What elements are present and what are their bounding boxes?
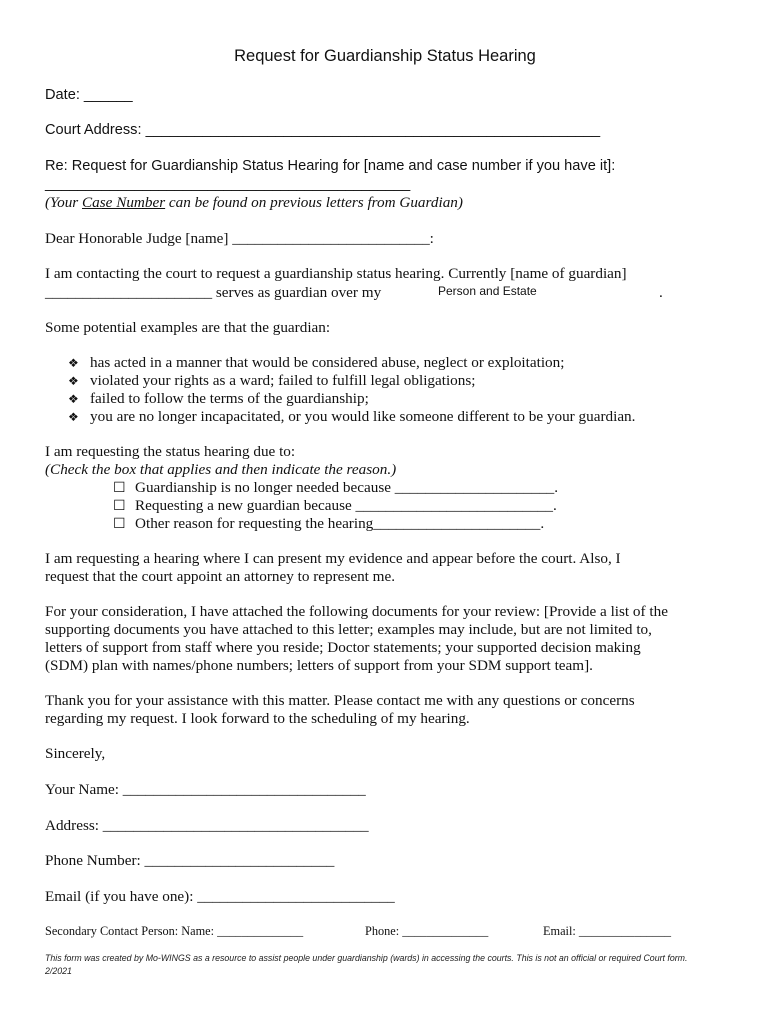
example-item <box>68 372 476 390</box>
diamond-bullet-icon: ❖ <box>68 410 79 424</box>
reason-option <box>113 479 558 497</box>
checkbox-icon[interactable]: ☐ <box>113 497 126 513</box>
example-item <box>68 408 635 426</box>
contacting-line-1: I am contacting the court to request a guardianship status hearing. Currently [name of guardian] <box>45 265 627 282</box>
reason-intro: I am requesting the status hearing due to: <box>45 443 296 460</box>
diamond-bullet-icon: ❖ <box>68 392 79 406</box>
secondary-contact-phone-field[interactable]: Phone: ______________ <box>365 924 489 938</box>
reason-note: (Check the box that applies and then indicate the reason.) <box>45 461 397 478</box>
address-field[interactable]: Address: ___________________________________ <box>45 817 369 834</box>
consideration-para-line: (SDM) plan with names/phone numbers; letters of support from your SDM support team]. <box>45 657 593 674</box>
example-item <box>68 390 369 408</box>
re-blank-line: _____________________________________________ <box>45 176 411 192</box>
date-line: Date: ______ <box>45 87 133 103</box>
salutation: Dear Honorable Judge [name] __________________________: <box>45 230 434 247</box>
page-title: Request for Guardianship Status Hearing <box>234 47 536 65</box>
footer-note: This form was created by Mo-WINGS as a resource to assist people under guardianship (wards) in accessing the courts. This is not an official or required Court form. <box>45 953 688 963</box>
guardianship-type-field[interactable]: Person and Estate <box>438 284 537 298</box>
example-text: you are no longer incapacitated, or you would like someone different to be your guardian. <box>90 408 636 425</box>
hearing-para-line: I am requesting a hearing where I can present my evidence and appear before the court. Also, I <box>45 550 621 567</box>
secondary-contact-name-field[interactable]: Secondary Contact Person: Name: ______________ <box>45 924 304 938</box>
re-line: Re: Request for Guardianship Status Hearing for [name and case number if you have it]: <box>45 158 616 174</box>
your-name-field[interactable]: Your Name: ________________________________ <box>45 781 366 798</box>
email-field[interactable]: Email (if you have one): __________________________ <box>45 888 395 905</box>
example-item <box>68 354 564 372</box>
phone-number-field[interactable]: Phone Number: _________________________ <box>45 852 335 869</box>
thanks-para-line: regarding my request. I look forward to the scheduling of my hearing. <box>45 710 470 727</box>
contacting-period: . <box>659 284 663 301</box>
thanks-para-line: Thank you for your assistance with this matter. Please contact me with any questions or concerns <box>45 692 635 709</box>
reason-text: Requesting a new guardian because __________________________. <box>135 497 557 514</box>
consideration-para-line: For your consideration, I have attached the following documents for your review: [Provide a list of the <box>45 603 668 620</box>
court-address-line: Court Address: ________________________________________________________ <box>45 122 601 138</box>
case-number-link[interactable]: Case Number <box>82 194 166 211</box>
reason-option <box>113 515 544 533</box>
case-number-note <box>45 194 463 212</box>
checkbox-icon[interactable]: ☐ <box>113 479 126 495</box>
reason-text: Guardianship is no longer needed because _____________________. <box>135 479 559 496</box>
example-text: failed to follow the terms of the guardianship; <box>90 390 369 407</box>
secondary-contact-email-field[interactable]: Email: _______________ <box>543 924 672 938</box>
examples-intro: Some potential examples are that the guardian: <box>45 319 331 336</box>
diamond-bullet-icon: ❖ <box>68 356 79 370</box>
consideration-para-line: letters of support from staff where you reside; Doctor statements; your supported decision making <box>45 639 641 656</box>
closing: Sincerely, <box>45 745 106 762</box>
consideration-para-line: supporting documents you have attached to this letter; examples may include, but are not limited to, <box>45 621 652 638</box>
footer-date: 2/2021 <box>45 966 72 976</box>
case-note-pre: (Your <box>45 194 83 211</box>
example-text: violated your rights as a ward; failed to fulfill legal obligations; <box>90 372 476 389</box>
hearing-para-line: request that the court appoint an attorney to represent me. <box>45 568 396 585</box>
reason-option <box>113 497 557 515</box>
checkbox-icon[interactable]: ☐ <box>113 515 126 531</box>
case-note-post: can be found on previous letters from Guardian) <box>165 194 463 211</box>
reason-text: Other reason for requesting the hearing______________________. <box>135 515 545 532</box>
contacting-line-2: ______________________ serves as guardian over my <box>45 284 382 301</box>
example-text: has acted in a manner that would be considered abuse, neglect or exploitation; <box>90 354 565 371</box>
diamond-bullet-icon: ❖ <box>68 374 79 388</box>
